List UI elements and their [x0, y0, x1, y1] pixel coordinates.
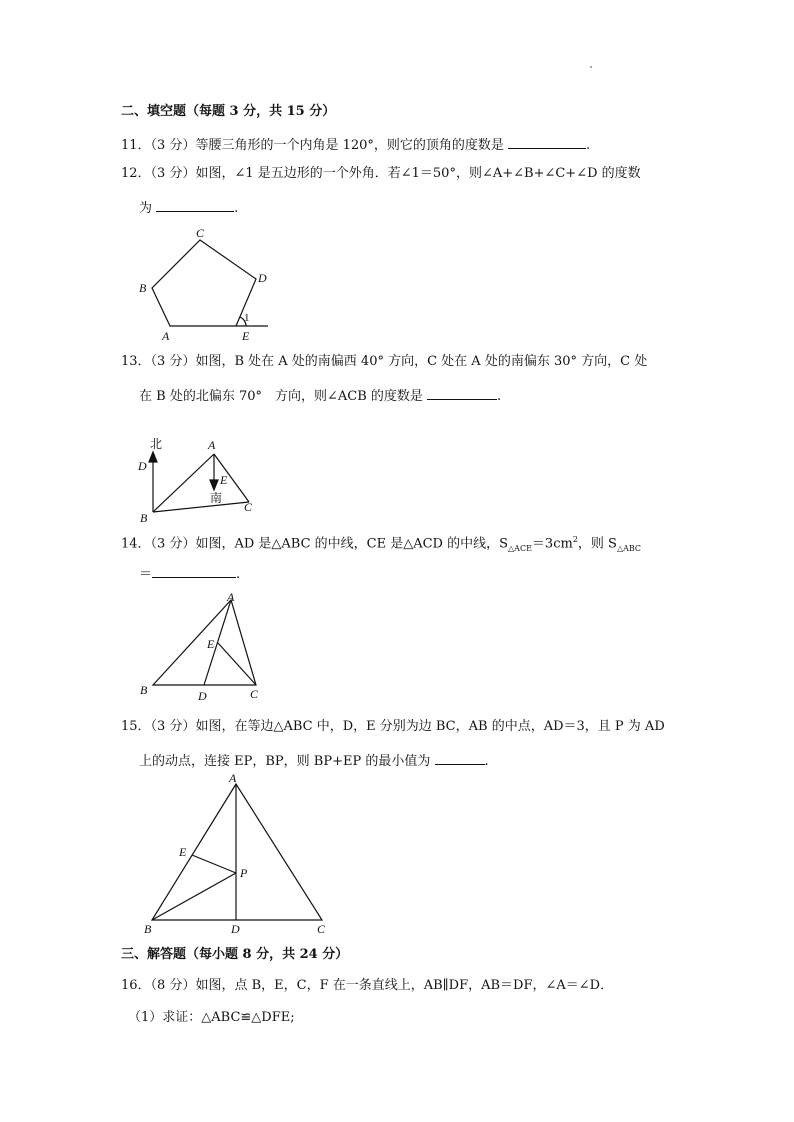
q14-line1a: 如图，AD 是△ABC 的中线，CE 是△ACD 的中线，S: [195, 536, 509, 552]
label-B: B: [139, 281, 147, 295]
q11-text: 等腰三角形的一个内角是 120°，则它的顶角的度数是: [195, 138, 504, 153]
q13-end: .: [497, 389, 502, 404]
label-A: A: [208, 438, 216, 452]
line-BC: [153, 502, 249, 512]
q15-score: （3 分）: [150, 719, 196, 734]
direction-figure: [134, 432, 264, 524]
q14-end: .: [236, 567, 241, 582]
q13-line1: 如图，B 处在 A 处的南偏西 40° 方向，C 处在 A 处的南偏东 30° 方向，C 处: [195, 354, 648, 369]
question-12-line-2: [139, 197, 238, 218]
q14-line1c: ，则 S: [577, 536, 617, 552]
label-E: E: [207, 637, 215, 651]
label-angle-1: 1: [244, 312, 250, 324]
segment-EP: [192, 855, 236, 873]
label-E: E: [220, 473, 228, 487]
label-E: E: [242, 329, 250, 343]
label-P: P: [240, 866, 248, 880]
label-A: A: [229, 771, 237, 785]
label-B: B: [140, 511, 148, 524]
q13-score: （3 分）: [150, 354, 196, 369]
segment-BP: [152, 873, 236, 920]
q14-number: 14．: [121, 536, 151, 552]
q12-number: 12．: [121, 166, 151, 181]
q11-score: （3 分）: [150, 138, 196, 153]
label-C: C: [250, 687, 259, 701]
label-D: D: [231, 922, 240, 936]
section-2-title: 二、填空题（每题 3 分，共 15 分）: [121, 104, 336, 119]
label-A: A: [227, 590, 235, 604]
scan-dot: [590, 66, 592, 68]
label-E: E: [179, 845, 187, 859]
q12-end: .: [234, 201, 239, 216]
q12-answer-blank[interactable]: [156, 197, 234, 212]
q14-line1b: ＝3cm: [531, 536, 573, 552]
q14-answer-blank[interactable]: [152, 563, 236, 578]
north-arrowhead: [149, 452, 157, 462]
question-13-line-1: [121, 353, 647, 371]
q14-sub-abc: △ABC: [616, 543, 642, 553]
label-C: C: [244, 500, 253, 514]
label-D: D: [198, 689, 207, 703]
q14-line2: ＝: [139, 567, 153, 582]
q13-line2: 在 B 处的北偏东 70° 方向，则∠ACB 的度数是: [139, 389, 423, 404]
q15-line2: 上的动点，连接 EP，BP，则 BP+EP 的最小值为: [139, 754, 431, 769]
q16-number: 16．: [121, 978, 151, 993]
label-B: B: [144, 922, 152, 936]
label-C: C: [196, 226, 205, 240]
equilateral-triangle-figure: [136, 770, 336, 938]
q15-line1: 如图，在等边△ABC 中，D，E 分别为边 BC，AB 的中点，AD＝3，且 P 为 AD: [195, 719, 665, 734]
q11-number: 11．: [121, 138, 151, 153]
q13-number: 13．: [121, 354, 151, 369]
q11-end: .: [586, 138, 591, 153]
q12-text: 如图，∠1 是五边形的一个外角．若∠1＝50°，则∠A+∠B+∠C+∠D 的度数: [195, 166, 641, 181]
q15-number: 15．: [121, 719, 151, 734]
line-BA: [153, 454, 214, 512]
question-16: [121, 977, 613, 995]
label-north: 北: [150, 437, 163, 451]
label-south: 南: [210, 491, 223, 505]
q15-answer-blank[interactable]: [435, 750, 485, 765]
question-11: [121, 134, 590, 155]
question-14-line-1: [121, 531, 641, 558]
pentagon-figure: [130, 222, 280, 346]
q13-answer-blank[interactable]: [427, 385, 497, 400]
label-B: B: [140, 683, 148, 697]
q14-score: （3 分）: [150, 536, 196, 552]
q16-text: 如图，点 B，E，C，F 在一条直线上，AB∥DF，AB＝DF，∠A＝∠D．: [195, 978, 614, 993]
label-A: A: [162, 329, 170, 343]
question-16-part-1: （1）求证：△ABC≌△DFE;: [128, 1010, 295, 1025]
triangle-ABC: [153, 600, 256, 685]
label-D: D: [138, 459, 147, 473]
q15-end: .: [484, 754, 489, 769]
q14-sup-2: 2: [572, 535, 578, 544]
q14-sub-ace: △ACE: [508, 543, 532, 553]
section-3-title: 三、解答题（每小题 8 分，共 24 分）: [121, 947, 349, 962]
triangle-ABC: [152, 784, 322, 920]
median-triangle-figure: [134, 588, 270, 706]
question-15-line-1: [121, 718, 665, 736]
q16-score: （8 分）: [150, 978, 196, 993]
question-15-line-2: [139, 750, 489, 771]
question-13-line-2: [139, 385, 501, 406]
pentagon-shape: [152, 240, 256, 326]
q11-answer-blank[interactable]: [508, 134, 586, 149]
question-14-line-2: [139, 563, 240, 584]
label-D: D: [258, 271, 267, 285]
question-12-line-1: [121, 165, 641, 183]
q12-score: （3 分）: [150, 166, 196, 181]
label-C: C: [317, 922, 326, 936]
south-arrowhead: [210, 480, 218, 490]
q12-line2: 为: [139, 201, 153, 216]
